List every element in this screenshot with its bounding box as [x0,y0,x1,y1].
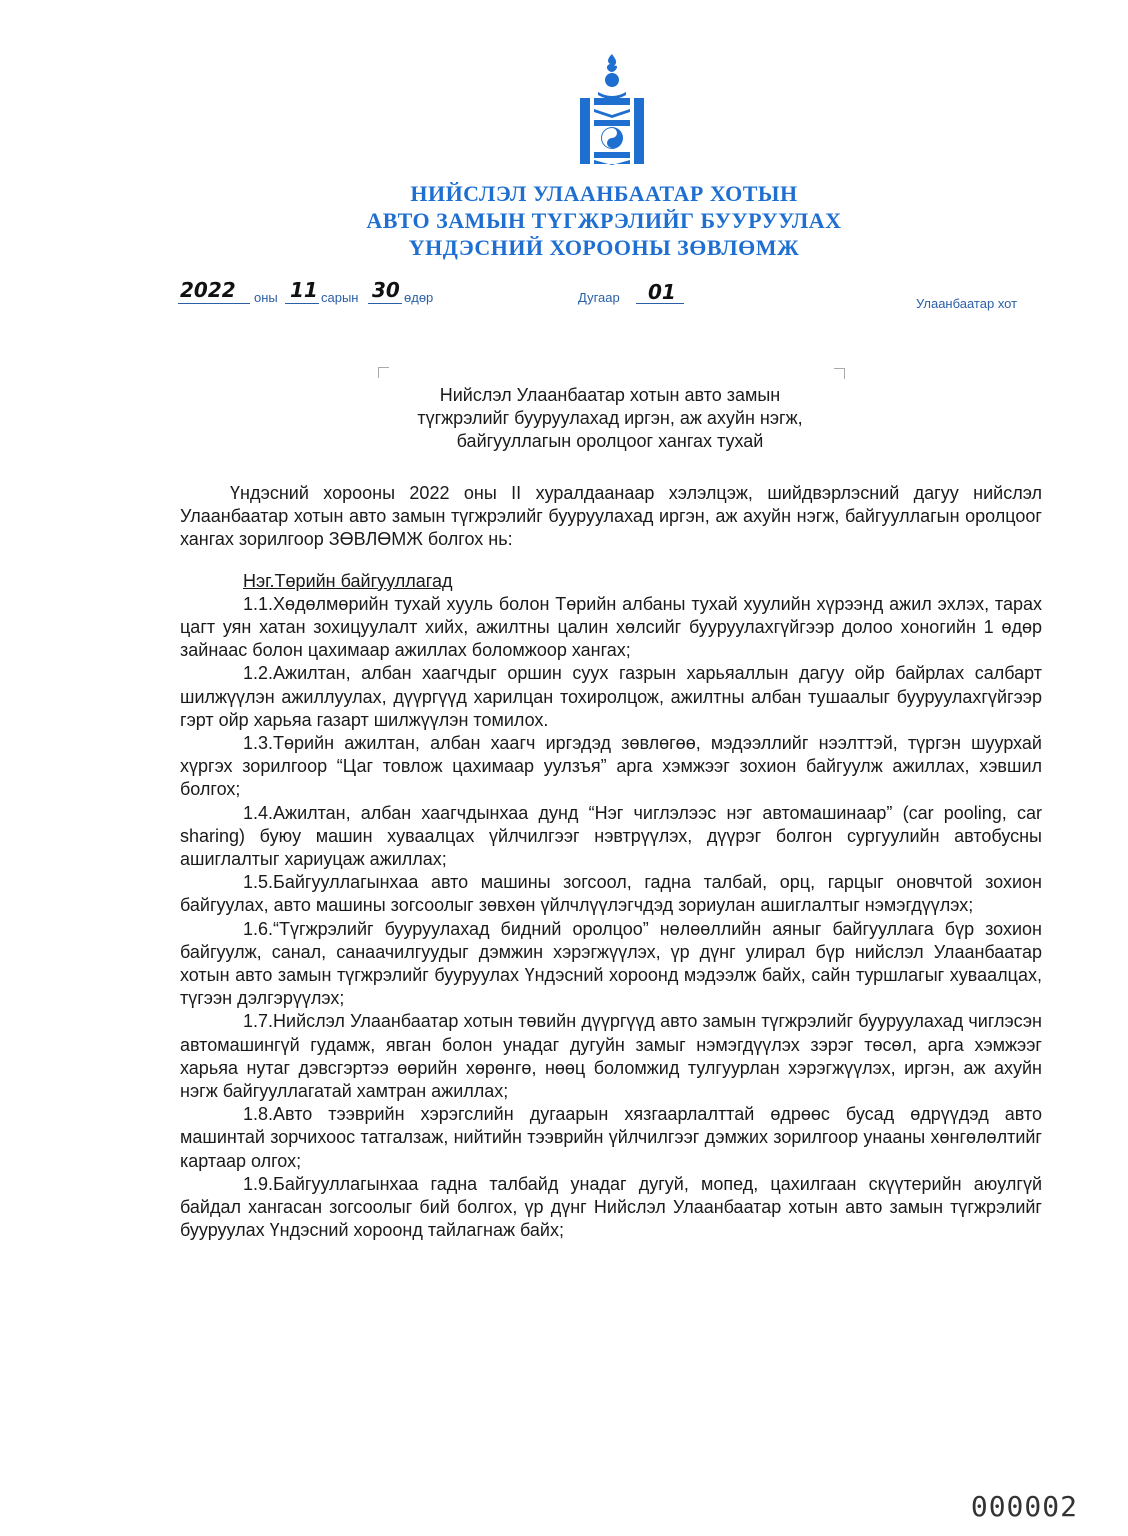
document-meta-row [0,278,1128,312]
section-title: Нэг.Төрийн байгууллагад [243,570,453,591]
subject-line-1: Нийслэл Улаанбаатар хотын авто замын [439,385,781,405]
date-month: 11 [290,278,318,302]
date-day-suffix: өдөр [404,290,434,305]
document-number: 01 [648,280,676,304]
org-title-line-1: НИЙСЛЭЛ УЛААНБААТАР ХОТЫН [410,181,798,206]
recommendation-item-1-7: 1.7.Нийслэл Улаанбаатар хотын төвийн дүүргүүд авто замын түгжрэлийг бууруулахад чиглэсэн автомашингүй гудамж, явган болон унадаг дугуйн замыг нэмэгдүүлэх зэрэг төсөл, арга хэмжээг харьяа нутаг дэвсгэртээ өөрийн хөрөнгө, нөөц боломжид тулгуурлан хэрэгжүүлэх, иргэн, аж ахуйн нэгж байгууллагатай хамтран ажиллах; [180,1011,1042,1102]
date-month-suffix: сарын [321,290,359,305]
organization-title [0,180,1128,261]
subject-line-2: түгжрэлийг бууруулахад иргэн, аж ахуйн нэгж, [417,408,803,428]
subject-line-3: байгууллагын оролцоог хангах тухай [456,431,764,451]
recommendation-item-1-8: 1.8.Авто тээврийн хэрэгслийн дугаарын хязгаарлалттай өдрөөс бусад өдрүүдэд авто машинтай зорчихоос татгалзаж, нийтийн тээврийн үйлчилгээг дэмжих зорилгоор унааны хөнгөлөлтийг картаар олгох; [180,1104,1042,1171]
recommendation-item-1-2: 1.2.Ажилтан, албан хаагчдыг оршин суух газрын харьяаллын дагуу ойр байрлах салбарт шилжүүлэн ажиллуулах, дүүргүүд харилцан тохиролцож, ажилтны албан тушаалыг бууруулахгүйгээр гэрт ойр харьяа газарт шилжүүлэн томилох. [180,663,1042,730]
recommendation-item-1-4: 1.4.Ажилтан, албан хаагчдынхаа дунд “Нэг чиглэлээс нэг автомашинаар” (car pooling, car sharing) буюу машин хуваалцах үйлчилгээг нэвтрүүлэх, дүүрэг болгон сургуулийн автобусны ашиглалтыг хариуцаж ажиллах; [180,802,1042,870]
date-day: 30 [372,278,400,302]
intro-paragraph: Үндэсний хорооны 2022 оны II хуралдаанаар хэлэлцэж, шийдвэрлэсний дагуу нийслэл Улаанбаатар хотын авто замын түгжрэлийг бууруулахад иргэн, аж ахуйн нэгж, байгууллагын оролцоог хангах зорилгоор ЗӨВЛӨМЖ болгох нь: [180,483,1042,550]
recommendation-item-1-1: 1.1.Хөдөлмөрийн тухай хууль болон Төрийн албаны тухай хуулийн хүрээнд ажил эхлэх, тарах цагт уян хатан зохицуулалт хийх, ажилтны цалин хөлсийг бууруулахгүйгээр долоо хоногийн 1 өдөр зайнаас болон цахимаар ажиллах боломжоор хангах; [180,593,1042,661]
page-stamp-number: 000002 [970,1490,1078,1523]
place-of-issue: Улаанбаатар хот [916,296,1018,311]
recommendation-item-1-9: 1.9.Байгууллагынхаа гадна талбайд унадаг дугуй, мопед, цахилгаан скүүтерийн аюулгүй байдал хангасан зогсоолыг бий болгох, үр дүнг Нийслэл Улаанбаатар хотын авто замын түгжрэлийг бууруулах Үндэсний хороонд тайлагнаж байх; [180,1173,1042,1241]
document-subject [300,384,920,453]
org-title-line-3: ҮНДЭСНИЙ ХОРООНЫ ЗӨВЛӨМЖ [408,235,800,260]
number-label: Дугаар [578,290,620,305]
recommendation-item-1-3: 1.3.Төрийн ажилтан, албан хаагч иргэдэд зөвлөгөө, мэдээллийг нээлттэй, түргэн шуурхай хүргэх зорилгоор “Цаг товлож цахимаар уулзъя” арга хэмжээг зохион байгуулж ажиллах, хэвшил болгох; [180,733,1042,800]
date-year-suffix: оны [254,290,278,305]
soyombo-emblem-icon [576,52,648,168]
recommendation-item-1-5: 1.5.Байгууллагынхаа авто машины зогсоол, гадна талбай, орц, гарцыг оновчтой зохион байгуулах, авто машины зогсоолыг зөвхөн үйлчлүүлэгчдэд зориулан ашиглалтыг нэмэгдүүлэх; [180,872,1042,916]
document-body [180,482,1042,1243]
date-year: 2022 [180,278,236,302]
org-title-line-2: АВТО ЗАМЫН ТҮГЖРЭЛИЙГ БУУРУУЛАХ [366,208,842,233]
subject-bracket-left [378,367,389,378]
subject-bracket-right [834,368,845,379]
recommendation-item-1-6: 1.6.“Түгжрэлийг бууруулахад бидний оролцоо” нөлөөллийн аяныг байгууллага бүр зохион байгуулж, санал, санаачилгуудыг дэмжин хэрэгжүүлэх, үр дүнг улирал бүр нийслэл Улаанбаатар хотын авто замын түгжрэлийг бууруулах Үндэсний хороонд мэдээлж байх, сайн туршлагыг хуваалцах, түгээн дэлгэрүүлэх; [180,918,1042,1009]
